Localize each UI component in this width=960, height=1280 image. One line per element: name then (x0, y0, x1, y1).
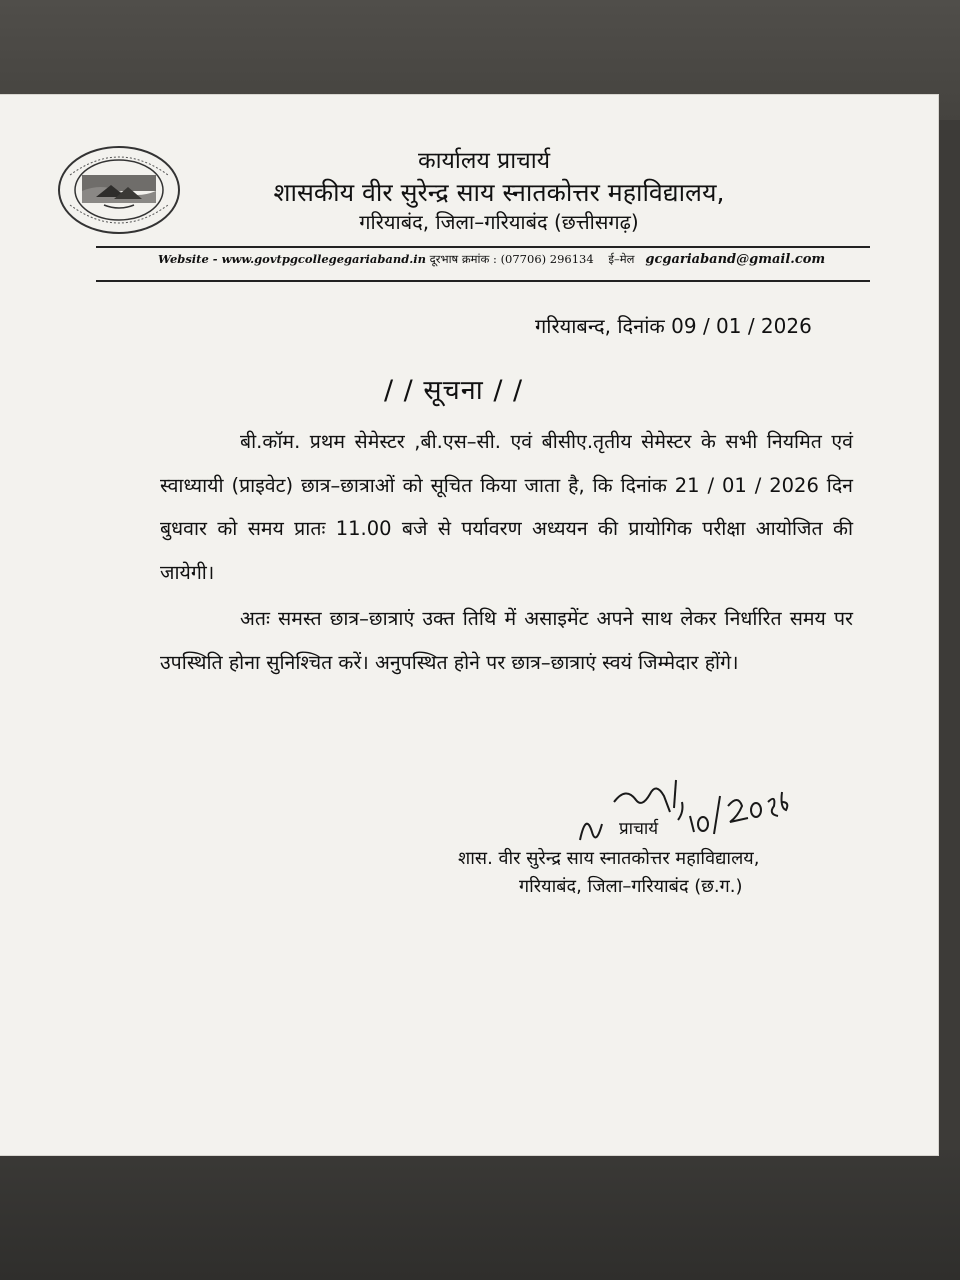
phone-number: (07706) 296134 (500, 252, 594, 266)
date-line: गरियाबन्द, दिनांक 09 / 01 / 2026 (535, 314, 812, 338)
notice-paragraph-1: बी.कॉम. प्रथम सेमेस्टर ,बी.एस–सी. एवं बीसीए.तृतीय सेमेस्टर के सभी नियमित एवं स्वाध्यायी (प्राइवेट) छात्र–छात्राओं को सूचित किया जाता है, कि दिनांक 21 / 01 / 2026 दिन बुधवार को समय प्रातः 11.00 बजे से पर्यावरण अध्ययन की प्रायोगिक परीक्षा आयोजित की जायेगी। (160, 430, 853, 584)
photo-background-bottom (0, 1150, 960, 1280)
college-name: शासकीय वीर सुरेन्द्र साय स्नातकोत्तर महाविद्यालय, (273, 178, 725, 207)
signatory-college: शास. वीर सुरेन्द्र साय स्नातकोत्तर महाविद्यालय, (458, 848, 760, 869)
signatory-address: गरियाबंद, जिला–गरियाबंद (छ.ग.) (519, 876, 743, 897)
email-address: gcgariaband@gmail.com (645, 252, 826, 267)
header-rule-top (96, 246, 870, 248)
notice-paragraph-2: अतः समस्त छात्र–छात्राएं उक्त तिथि में असाइमेंट अपने साथ लेकर निर्धारित समय पर उपस्थिति होना सुनिश्चित करें। अनुपस्थित होने पर छात्र–छात्राएं स्वयं जिम्मेदार होंगे। (160, 607, 853, 674)
header-rule-bottom (96, 280, 870, 282)
handwritten-signature (578, 772, 793, 852)
contact-strip (158, 252, 848, 267)
notice-title: / / सूचना / / (384, 375, 524, 406)
college-address: गरियाबंद, जिला–गरियाबंद (छत्तीसगढ़) (359, 210, 639, 234)
phone-label: दूरभाष क्रमांक : (429, 252, 497, 266)
office-title: कार्यालय प्राचार्य (417, 148, 551, 174)
email-label: ई–मेल (608, 252, 635, 266)
signatory-title: प्राचार्य (619, 819, 659, 839)
website-text: Website - www.govtpgcollegegariaband.in (158, 252, 427, 266)
